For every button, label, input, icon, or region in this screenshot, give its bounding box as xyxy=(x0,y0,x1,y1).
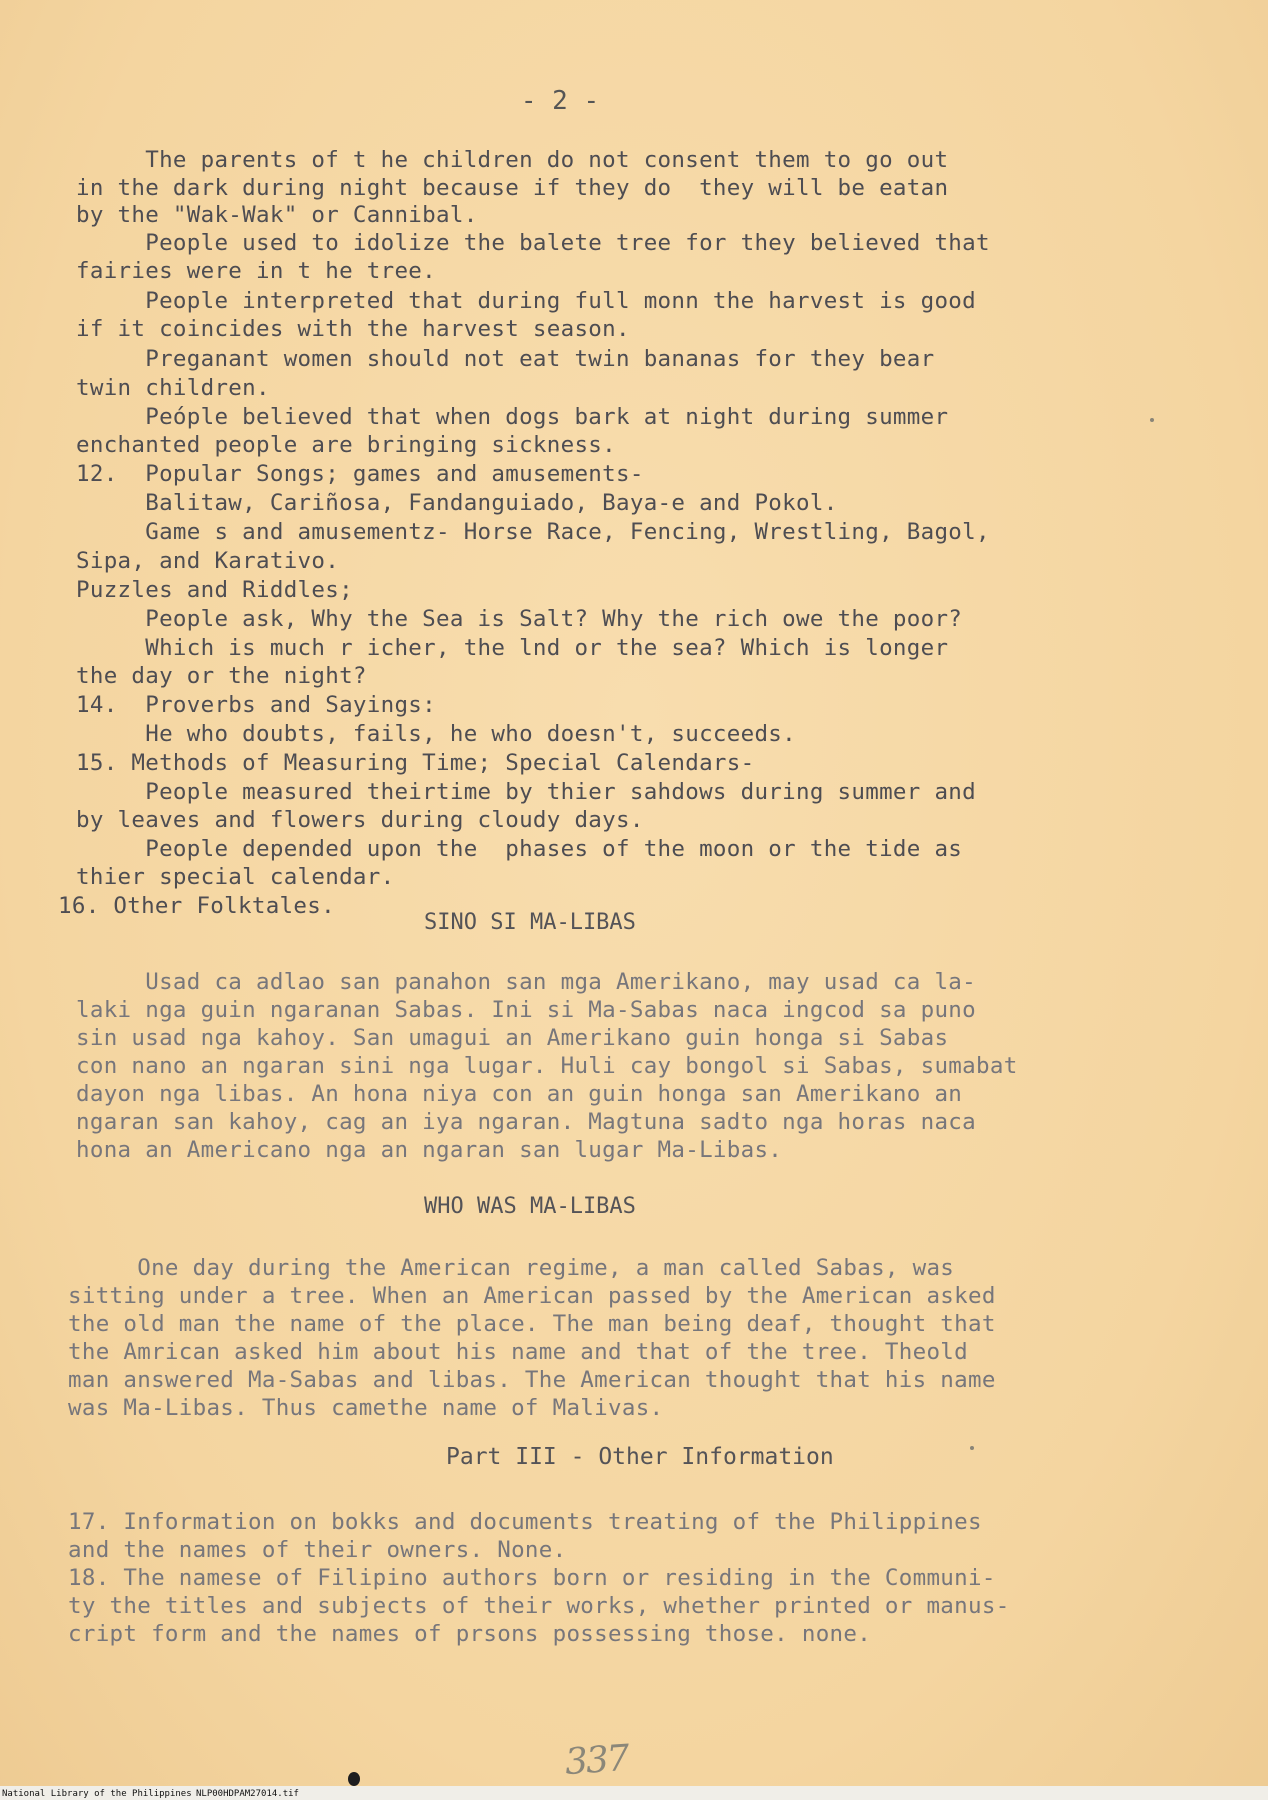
text-line: man answered Ma-Sabas and libas. The American thought that his name xyxy=(68,1367,996,1393)
text-line: sitting under a tree. When an American passed by the American asked xyxy=(68,1283,996,1309)
text-line: Preganant women should not eat twin bananas for they bear xyxy=(76,346,935,372)
text-line: by leaves and flowers during cloudy days. xyxy=(76,807,644,833)
speck xyxy=(1150,418,1154,422)
text-line: enchanted people are bringing sickness. xyxy=(76,432,616,458)
scan-footer xyxy=(0,1786,1268,1800)
text-line: People measured theirtime by thier sahdows during summer and xyxy=(76,779,976,805)
ink-spot xyxy=(348,1772,360,1786)
footer-institution: National Library of the Philippines xyxy=(2,1789,192,1799)
text-line: and the names of their owners. None. xyxy=(68,1537,567,1563)
text-line: laki nga guin ngaranan Sabas. Ini si Ma-Sabas naca ingcod sa puno xyxy=(76,997,976,1023)
text-line: The parents of t he children do not consent them to go out xyxy=(76,147,949,173)
text-line: People interpreted that during full monn the harvest is good xyxy=(76,288,976,314)
text-line: Game s and amusementz- Horse Race, Fencing, Wrestling, Bagol, xyxy=(76,519,990,545)
story-heading-local: SINO SI MA-LIBAS xyxy=(424,910,636,935)
text-line: People depended upon the phases of the moon or the tide as xyxy=(76,836,963,862)
part-heading: Part III - Other Information xyxy=(446,1444,834,1470)
text-line: cript form and the names of prsons possessing those. none. xyxy=(68,1621,872,1647)
text-line: Puzzles and Riddles; xyxy=(76,577,353,603)
text-line: was Ma-Libas. Thus camethe name of Malivas. xyxy=(68,1395,664,1421)
text-line: con nano an ngaran sini nga lugar. Huli cay bongol si Sabas, sumabat xyxy=(76,1053,1018,1079)
text-line: ty the titles and subjects of their works, whether printed or manus- xyxy=(68,1593,1010,1619)
text-line: 18. The namese of Filipino authors born or residing in the Communi- xyxy=(68,1565,996,1591)
page-number: - 2 - xyxy=(520,86,600,116)
story-heading-english: WHO WAS MA-LIBAS xyxy=(424,1194,636,1219)
text-line: Usad ca adlao san panahon san mga Amerikano, may usad ca la- xyxy=(76,969,976,995)
footer-filename: NLP00HDPAM27014.tif xyxy=(196,1789,299,1799)
text-line: the Amrican asked him about his name and that of the tree. Theold xyxy=(68,1339,968,1365)
text-line: in the dark during night because if they do they will be eatan xyxy=(76,175,949,201)
speck xyxy=(970,1446,974,1450)
text-line: if it coincides with the harvest season. xyxy=(76,316,630,342)
text-line: 14. Proverbs and Sayings: xyxy=(76,692,436,718)
text-line: Which is much r icher, the lnd or the sea? Which is longer xyxy=(76,635,949,661)
text-line: People ask, Why the Sea is Salt? Why the rich owe the poor? xyxy=(76,606,963,632)
text-line: Sipa, and Karativo. xyxy=(76,548,340,574)
text-line: 15. Methods of Measuring Time; Special Calendars- xyxy=(76,750,755,776)
text-line: 16. Other Folktales. xyxy=(58,893,335,919)
text-line: the old man the name of the place. The man being deaf, thought that xyxy=(68,1311,996,1337)
text-line: 17. Information on bokks and documents treating of the Philippines xyxy=(68,1509,982,1535)
text-line: dayon nga libas. An hona niya con an guin honga san Amerikano an xyxy=(76,1081,963,1107)
text-line: People used to idolize the balete tree for they believed that xyxy=(76,230,990,256)
text-line: 12. Popular Songs; games and amusements- xyxy=(76,461,644,487)
text-line: fairies were in t he tree. xyxy=(76,258,436,284)
handwritten-page-number: 337 xyxy=(563,1737,630,1784)
text-line: sin usad nga kahoy. San umagui an Amerikano guin honga si Sabas xyxy=(76,1025,949,1051)
text-line: ngaran san kahoy, cag an iya ngaran. Magtuna sadto nga horas naca xyxy=(76,1109,976,1135)
text-line: hona an Americano nga an ngaran san lugar Ma-Libas. xyxy=(76,1137,783,1163)
text-line: He who doubts, fails, he who doesn't, succeeds. xyxy=(76,721,796,747)
text-line: Peóple believed that when dogs bark at night during summer xyxy=(76,404,949,430)
text-line: Balitaw, Cariñosa, Fandanguiado, Baya-e and Pokol. xyxy=(76,490,838,516)
text-line: the day or the night? xyxy=(76,663,367,689)
text-line: thier special calendar. xyxy=(76,864,395,890)
text-line: twin children. xyxy=(76,375,270,401)
text-line: by the "Wak-Wak" or Cannibal. xyxy=(76,202,478,228)
text-line: One day during the American regime, a man called Sabas, was xyxy=(68,1255,955,1281)
